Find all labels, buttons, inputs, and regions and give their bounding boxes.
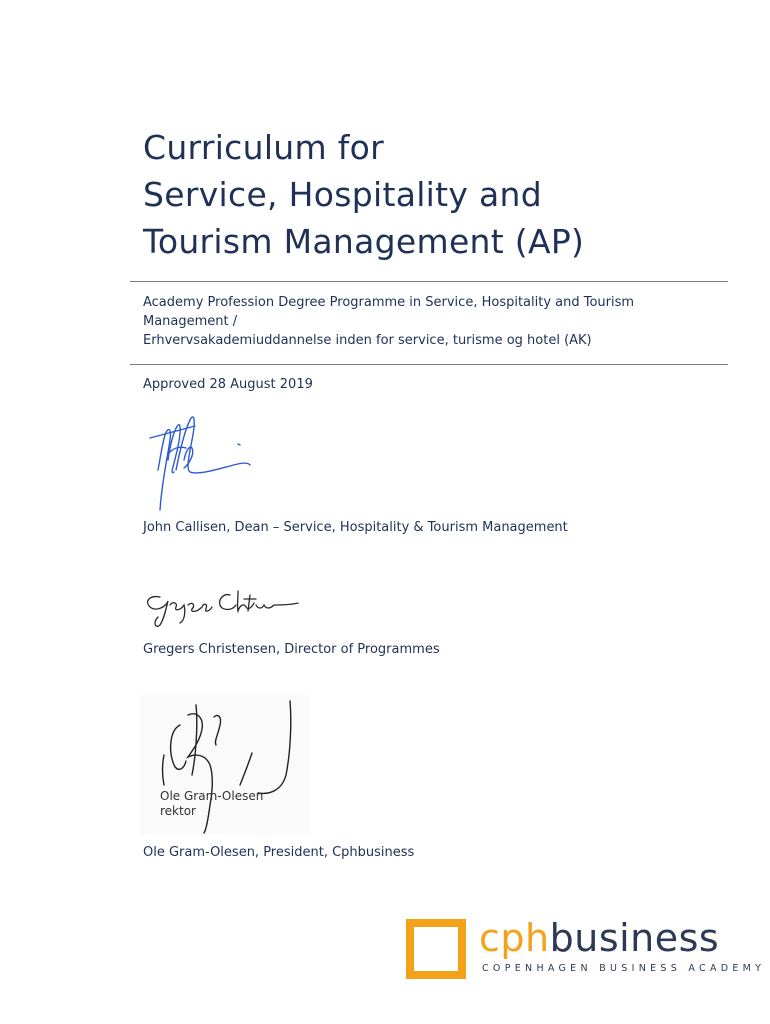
signature-christensen bbox=[140, 585, 300, 630]
programme-description bbox=[143, 293, 723, 350]
logo-part-1: cph bbox=[479, 916, 550, 960]
approval-date: Approved 28 August 2019 bbox=[143, 377, 313, 392]
cphbusiness-logo-square-icon bbox=[406, 919, 466, 979]
divider-bottom bbox=[130, 364, 728, 365]
document-title bbox=[143, 124, 743, 265]
logo-part-2: business bbox=[549, 916, 720, 960]
title-line-3: Tourism Management (AP) bbox=[143, 222, 585, 261]
cphbusiness-logo-wordmark bbox=[479, 916, 719, 960]
subtitle-line-3: Erhvervsakademiuddannelse inden for service, turisme og hotel (AK) bbox=[143, 333, 592, 348]
stamp-title: rektor bbox=[160, 804, 196, 818]
subtitle-line-2: Management / bbox=[143, 314, 238, 329]
title-line-2: Service, Hospitality and bbox=[143, 175, 542, 214]
signature-callisen bbox=[140, 400, 260, 515]
signature-caption-2: Gregers Christensen, Director of Programmes bbox=[143, 642, 440, 657]
title-line-1: Curriculum for bbox=[143, 128, 385, 167]
signature-gram-olesen-block bbox=[140, 695, 310, 835]
logo-tagline: COPENHAGEN BUSINESS ACADEMY bbox=[482, 963, 766, 974]
subtitle-line-1: Academy Profession Degree Programme in Service, Hospitality and Tourism bbox=[143, 295, 635, 310]
divider-top bbox=[130, 281, 728, 282]
signature-caption-1: John Callisen, Dean – Service, Hospitality & Tourism Management bbox=[143, 520, 568, 535]
stamp-text bbox=[160, 789, 263, 819]
stamp-name: Ole Gram-Olesen bbox=[160, 789, 264, 803]
signature-caption-3: Ole Gram-Olesen, President, Cphbusiness bbox=[143, 845, 415, 860]
